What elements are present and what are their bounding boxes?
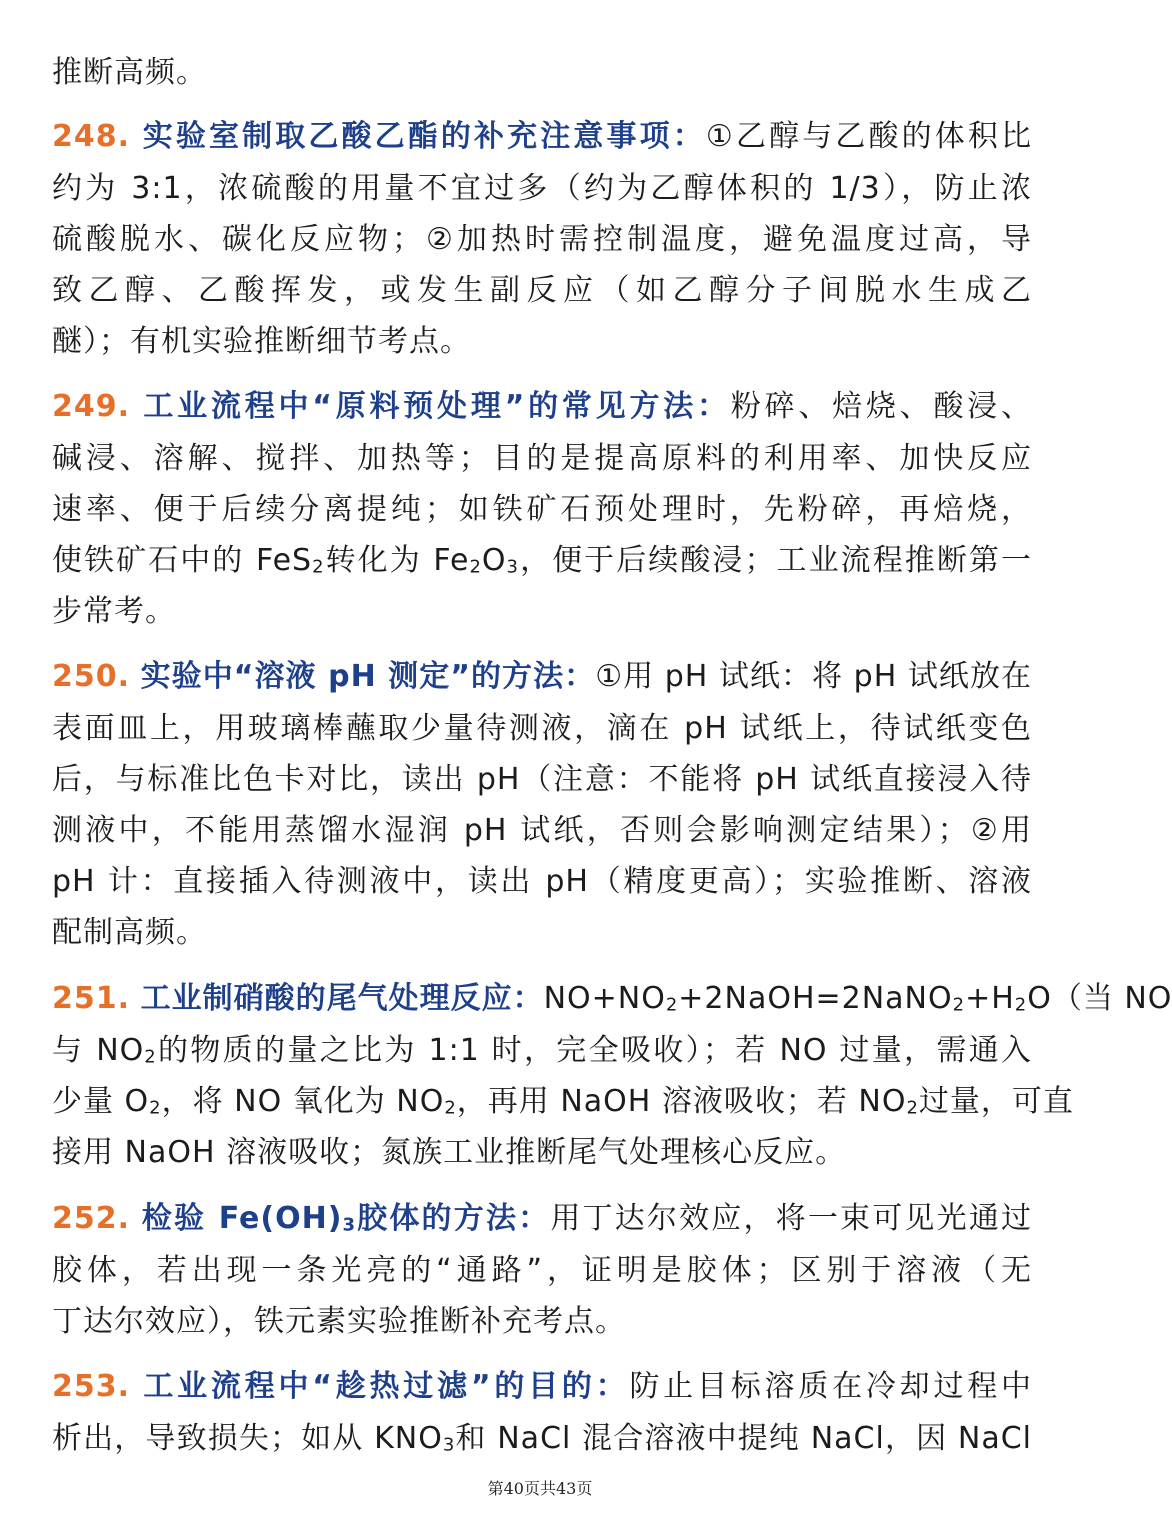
text-line: 醚）；有机实验推断细节考点。 — [52, 324, 471, 359]
text-line: 析出，导致损失；如从 $KNO_3$和 NaCl 混合溶液中提纯 NaCl，因 NaCl — [52, 1421, 1033, 1456]
text-line: pH 计：直接插入待测液中，读出 pH（精度更高）；实验推断、溶液 — [52, 864, 1032, 899]
text-line: 步常考。 — [52, 594, 176, 629]
text-line: 硫酸脱水、碳化反应物；②加热时需控制温度，避免温度过高，导 — [52, 222, 1032, 257]
text-line: 与 $NO_2$的物质的量之比为 1:1 时，完全吸收）；若 NO 过量，需通入 — [52, 1033, 1032, 1068]
text-line: 配制高频。 — [52, 915, 207, 950]
text-line: 表面皿上，用玻璃棒蘸取少量待测液，滴在 pH 试纸上，待试纸变色 — [52, 711, 1032, 746]
entry-title: 工业流程中“趁热过滤”的目的： — [143, 1369, 630, 1404]
text-line: 测液中，不能用蒸馏水湿润 pH 试纸，否则会影响测定结果）；②用 — [52, 813, 1032, 848]
text-line: 约为 3:1，浓硫酸的用量不宜过多（约为乙醇体积的 1/3），防止浓 — [52, 171, 1032, 206]
text-line: 推断高频。 — [52, 55, 207, 90]
entry-title: 工业制硝酸的尾气处理反应： — [140, 981, 544, 1016]
text-line: 速率、便于后续分离提纯；如铁矿石预处理时，先粉碎，再焙烧， — [52, 492, 1032, 527]
text-line: 后，与标准比色卡对比，读出 pH（注意：不能将 pH 试纸直接浸入待 — [52, 762, 1032, 797]
page-footer: 第40页共43页 — [487, 1479, 593, 1498]
entry-251-heading: 251. 工业制硝酸的尾气处理反应：$NO+NO_2+2NaOH=2NaNO_2+H_2O$（当 NO — [52, 981, 1172, 1016]
entry-title: 工业流程中“原料预处理”的常见方法： — [143, 389, 731, 424]
entry-number: 251. — [52, 981, 131, 1016]
entry-248-heading: 248. 实验室制取乙酸乙酯的补充注意事项：①乙醇与乙酸的体积比 — [52, 119, 1032, 154]
entry-252-heading: 252. 检验 $Fe(OH)_3$胶体的方法：用丁达尔效应，将一束可见光通过 — [52, 1201, 1033, 1236]
text-line: 接用 NaOH 溶液吸收；氮族工业推断尾气处理核心反应。 — [52, 1135, 847, 1170]
text-line: 使铁矿石中的 FeS$_2$转化为 $Fe_2O_3$，便于后续酸浸；工业流程推断第一 — [52, 543, 1032, 578]
entry-number: 249. — [52, 389, 131, 424]
entry-title: 实验中“溶液 pH 测定”的方法： — [140, 659, 596, 694]
entry-253-heading: 253. 工业流程中“趁热过滤”的目的：防止目标溶质在冷却过程中 — [52, 1369, 1033, 1404]
text-line: 碱浸、溶解、搅拌、加热等；目的是提高原料的利用率、加快反应 — [52, 441, 1032, 476]
entry-number: 248. — [52, 119, 131, 154]
entry-number: 252. — [52, 1201, 131, 1236]
text-line: 胶体，若出现一条光亮的“通路”，证明是胶体；区别于溶液（无 — [52, 1253, 1032, 1288]
text-line: 丁达尔效应），铁元素实验推断补充考点。 — [52, 1304, 626, 1339]
entry-number: 250. — [52, 659, 131, 694]
entry-title: 实验室制取乙酸乙酯的补充注意事项： — [142, 119, 706, 154]
entry-249-heading: 249. 工业流程中“原料预处理”的常见方法：粉碎、焙烧、酸浸、 — [52, 389, 1033, 424]
entry-number: 253. — [52, 1369, 131, 1404]
text-line: 致乙醇、乙酸挥发，或发生副反应（如乙醇分子间脱水生成乙 — [52, 273, 1032, 308]
entry-250-heading: 250. 实验中“溶液 pH 测定”的方法：①用 pH 试纸：将 pH 试纸放在 — [52, 659, 1032, 694]
text-line: 少量 $O_2$，将 NO 氧化为 $NO_2$，再用 NaOH 溶液吸收；若 $NO_2$过量，可直 — [52, 1084, 1074, 1119]
entry-title: 检验 $Fe(OH)_3$胶体的方法： — [141, 1201, 551, 1236]
